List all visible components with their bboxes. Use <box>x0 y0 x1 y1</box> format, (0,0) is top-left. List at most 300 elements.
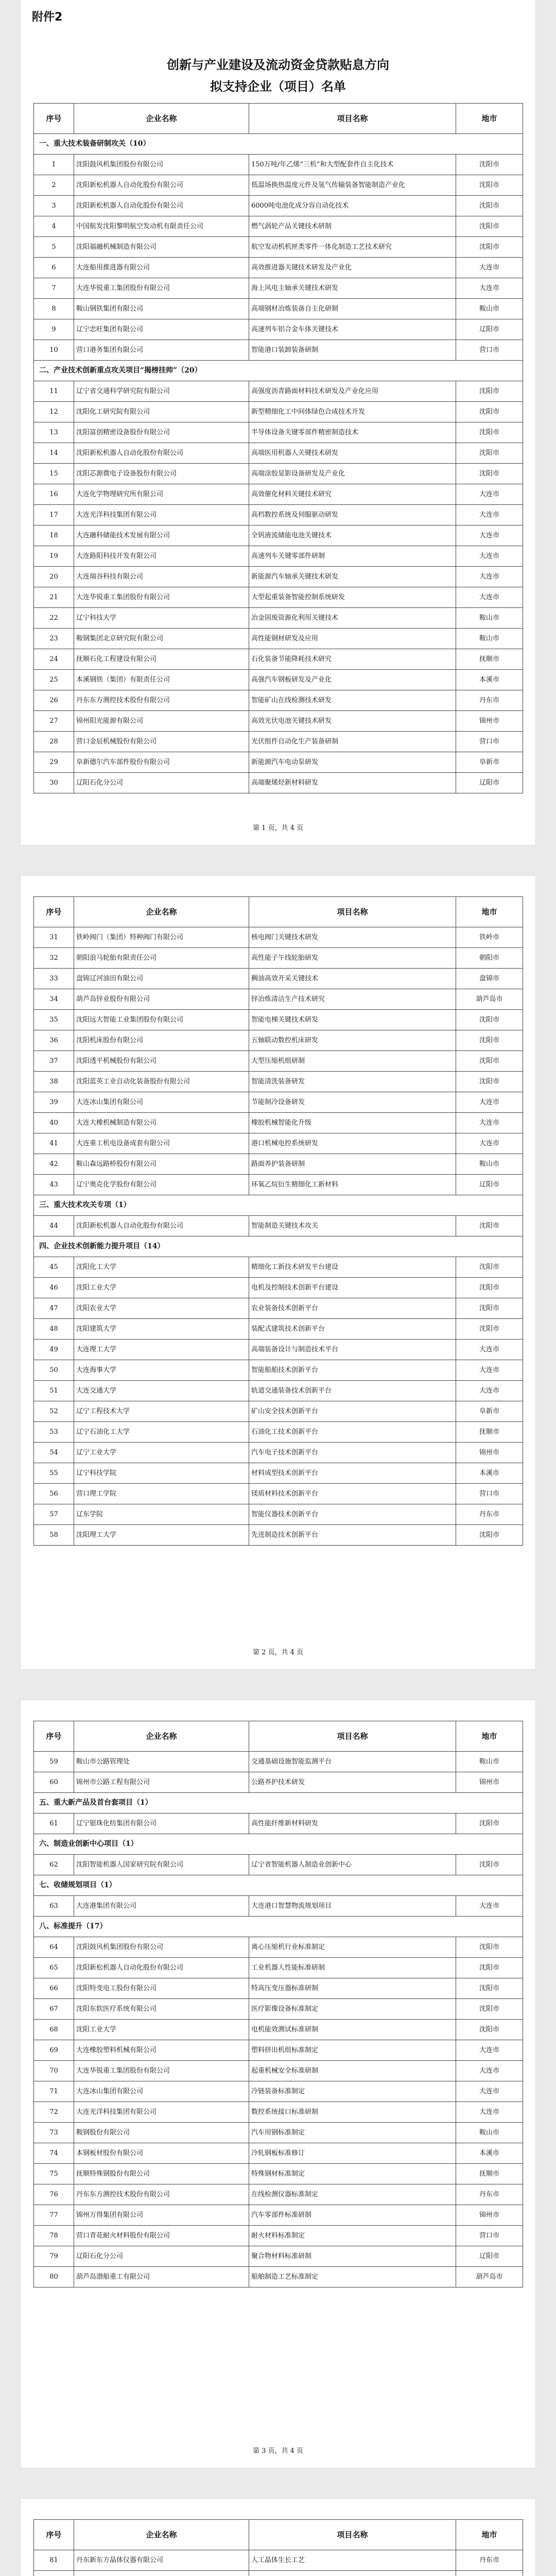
company-name: 沈阳建筑大学 <box>74 1319 249 1340</box>
city-name: 辽阳市 <box>456 2246 523 2267</box>
city-name: 铁岭市 <box>456 927 523 948</box>
project-name: 环氧乙烷衍生精细化工新材料 <box>249 1175 456 1195</box>
project-name: 精细化工新技术研发平台建设 <box>249 1257 456 1278</box>
row-number: 40 <box>34 1113 74 1133</box>
column-header: 企业名称 <box>74 104 249 134</box>
company-name: 沈阳远大智能工业集团股份有限公司 <box>74 1010 249 1030</box>
table-row <box>34 2226 523 2246</box>
table-row <box>34 299 523 319</box>
city-name: 本溪市 <box>456 1463 523 1484</box>
city-name: 沈阳市 <box>456 196 523 216</box>
table-row <box>34 340 523 361</box>
table-row <box>34 1525 523 1546</box>
project-name: 大型起重装备智能控制系统研发 <box>249 587 456 608</box>
section-heading: 七、收储规划项目（1） <box>34 1875 523 1896</box>
company-name: 沈阳新松机器人自动化股份有限公司 <box>74 175 249 196</box>
company-name: 阜新德尔汽车部件股份有限公司 <box>74 752 249 773</box>
row-number: 32 <box>34 948 74 969</box>
table-row <box>34 711 523 732</box>
row-number: 12 <box>34 402 74 422</box>
row-number: 4 <box>34 216 74 237</box>
row-number: 33 <box>34 969 74 989</box>
company-name: 鞍钢集团北京研究院有限公司 <box>74 629 249 649</box>
city-name: 大连市 <box>456 1133 523 1154</box>
city-name: 辽阳市 <box>456 319 523 340</box>
table-row <box>34 175 523 196</box>
table-row <box>34 1133 523 1154</box>
row-number: 7 <box>34 278 74 299</box>
project-name: 半导体设备关键零部件精密制造技术 <box>249 422 456 443</box>
table-row <box>34 969 523 989</box>
table-row <box>34 1216 523 1236</box>
table-row <box>34 2061 523 2081</box>
company-name: 沈阳工业大学 <box>74 2020 249 2040</box>
row-number: 51 <box>34 1381 74 1401</box>
table-row <box>34 2246 523 2267</box>
company-name: 大连冰山集团有限公司 <box>74 2081 249 2102</box>
project-name: 聚合物材料标准研制 <box>249 2246 456 2267</box>
city-name: 沈阳市 <box>456 237 523 258</box>
table-row <box>34 1092 523 1113</box>
project-name: 6000吨电池化成分容自动化技术 <box>249 196 456 216</box>
company-name: 抚顺石化工程建设有限公司 <box>74 649 249 670</box>
city-name: 大连市 <box>456 484 523 505</box>
table-row <box>34 1010 523 1030</box>
city-name: 大连市 <box>456 1340 523 1360</box>
city-name: 大连市 <box>456 1896 523 1917</box>
row-number: 64 <box>34 1937 74 1958</box>
company-name: 沈阳鼓风机集团股份有限公司 <box>74 1937 249 1958</box>
document-title: 创新与产业建设及流动资金贷款贴息方向 <box>167 57 389 72</box>
column-header: 序号 <box>34 2520 74 2550</box>
project-name: 高性能钢材研发及应用 <box>249 629 456 649</box>
city-name: 沈阳市 <box>456 402 523 422</box>
city-name: 沈阳市 <box>456 1978 523 1999</box>
company-name: 辽宁石油化工大学 <box>74 1422 249 1443</box>
company-name: 锦州市公路工程有限公司 <box>74 1772 249 1793</box>
project-name: 辽宁省智能机器人制造业创新中心 <box>249 1855 456 1875</box>
city-name: 沈阳市 <box>456 155 523 175</box>
table-row <box>34 2040 523 2061</box>
city-name: 沈阳市 <box>456 1257 523 1278</box>
row-number: 45 <box>34 1257 74 1278</box>
row-number: 80 <box>34 2267 74 2287</box>
page-4 <box>21 2499 535 2576</box>
city-name: 沈阳市 <box>456 1855 523 1875</box>
project-name: 锌冶炼清洁生产技术研究 <box>249 989 456 1010</box>
company-name: 沈阳化工研究院有限公司 <box>74 402 249 422</box>
column-header: 企业名称 <box>74 1721 249 1752</box>
project-name: 智能船舶技术创新平台 <box>249 1360 456 1381</box>
project-name: 数控系统接口标准研制 <box>249 2102 456 2123</box>
company-name: 鞍山钢铁集团有限公司 <box>74 299 249 319</box>
company-name: 铁岭阀门（集团）特种阀门有限公司 <box>74 927 249 948</box>
company-name: 大连海事大学 <box>74 1360 249 1381</box>
project-name: 智能清洗装备研发 <box>249 1072 456 1092</box>
city-name: 沈阳市 <box>456 1072 523 1092</box>
table-row <box>34 319 523 340</box>
city-name: 沈阳市 <box>456 1525 523 1546</box>
company-name: 沈阳新松机器人自动化股份有限公司 <box>74 1958 249 1978</box>
row-number: 22 <box>34 608 74 629</box>
row-number: 10 <box>34 340 74 361</box>
column-header: 项目名称 <box>249 1721 456 1752</box>
section-row <box>34 1195 523 1216</box>
row-number: 81 <box>34 2550 74 2571</box>
city-name: 大连市 <box>456 1381 523 1401</box>
company-name: 沈阳蓝英工业自动化装备股份有限公司 <box>74 1072 249 1092</box>
project-name: 高端聚烯烃新材料研发 <box>249 773 456 793</box>
project-name: 人工晶体生长工艺 <box>249 2550 456 2571</box>
row-number: 29 <box>34 752 74 773</box>
project-name: 交通基础设施智能监测平台 <box>249 1752 456 1772</box>
row-number: 15 <box>34 464 74 484</box>
table-row <box>34 464 523 484</box>
section-heading: 五、重大新产品及首台套项目（1） <box>34 1793 523 1814</box>
city-name: 沈阳市 <box>456 175 523 196</box>
company-name: 沈阳新松机器人自动化股份有限公司 <box>74 1216 249 1236</box>
table-row <box>34 989 523 1010</box>
row-number: 54 <box>34 1443 74 1463</box>
company-name: 沈阳机床股份有限公司 <box>74 1030 249 1051</box>
company-name: 营口金辰机械股份有限公司 <box>74 732 249 752</box>
row-number <box>34 2571 74 2576</box>
page-footer: 第 2 页，共 4 页 <box>252 1649 304 1656</box>
row-number: 38 <box>34 1072 74 1092</box>
city-name: 葫芦岛市 <box>456 2267 523 2287</box>
table-row <box>34 1257 523 1278</box>
table-row <box>34 752 523 773</box>
row-number: 23 <box>34 629 74 649</box>
city-name: 沈阳市 <box>456 2020 523 2040</box>
city-name: 锦州市 <box>456 1443 523 1463</box>
project-name: 智能仪器技术创新平台 <box>249 1504 456 1525</box>
city-name: 鞍山市 <box>456 629 523 649</box>
table-row <box>34 505 523 526</box>
table-row <box>34 948 523 969</box>
table-row <box>34 1030 523 1051</box>
table-header-row <box>34 1721 523 1752</box>
row-number: 16 <box>34 484 74 505</box>
city-name: 本溪市 <box>456 2143 523 2164</box>
row-number: 61 <box>34 1814 74 1834</box>
table-row <box>34 196 523 216</box>
project-name: 冷轧钢板标准修订 <box>249 2143 456 2164</box>
row-number: 57 <box>34 1504 74 1525</box>
project-name: 橡胶机械智能化升级 <box>249 1113 456 1133</box>
column-header: 项目名称 <box>249 897 456 927</box>
table-row <box>34 1360 523 1381</box>
row-number: 11 <box>34 381 74 402</box>
row-number: 65 <box>34 1958 74 1978</box>
row-number: 55 <box>34 1463 74 1484</box>
section-row <box>34 361 523 381</box>
company-name: 营口理工学院 <box>74 1484 249 1504</box>
row-number: 26 <box>34 690 74 711</box>
company-name: 营口青花耐火材料股份有限公司 <box>74 2226 249 2246</box>
project-name <box>249 2571 456 2576</box>
company-name: 鞍山市公路管理处 <box>74 1752 249 1772</box>
project-name: 高效推进器关键技术研发及产业化 <box>249 258 456 278</box>
company-name: 辽宁工程技术大学 <box>74 1401 249 1422</box>
table-row <box>34 1381 523 1401</box>
project-name: 高端装备设计与制造技术平台 <box>249 1340 456 1360</box>
city-name: 沈阳市 <box>456 443 523 464</box>
company-name: 抚顺特殊钢股份有限公司 <box>74 2164 249 2184</box>
company-name: 沈阳芯源微电子设备股份有限公司 <box>74 464 249 484</box>
city-name: 大连市 <box>456 567 523 587</box>
project-name: 150万吨/年乙烯“三机”和大型配套件自主化技术 <box>249 155 456 175</box>
project-name: 高效催化材料关键技术研究 <box>249 484 456 505</box>
row-number: 28 <box>34 732 74 752</box>
company-name: 大连冰山集团有限公司 <box>74 1092 249 1113</box>
city-name: 大连市 <box>456 1092 523 1113</box>
company-name: 鞍山森远路桥股份有限公司 <box>74 1154 249 1175</box>
row-number: 70 <box>34 2061 74 2081</box>
table-row <box>34 1504 523 1525</box>
row-number: 75 <box>34 2164 74 2184</box>
table-row <box>34 670 523 690</box>
table-row <box>34 1463 523 1484</box>
row-number: 1 <box>34 155 74 175</box>
company-name: 丹东新东方晶体仪器有限公司 <box>74 2550 249 2571</box>
table-row <box>34 1422 523 1443</box>
section-heading: 二、产业技术创新重点攻关项目“揭榜挂帅”（20） <box>34 361 523 381</box>
row-number: 60 <box>34 1772 74 1793</box>
project-name: 离心压缩机行业标准制定 <box>249 1937 456 1958</box>
project-name: 先进制造技术创新平台 <box>249 1525 456 1546</box>
row-number: 56 <box>34 1484 74 1504</box>
company-name: 沈阳东软医疗系统有限公司 <box>74 1999 249 2020</box>
table-row <box>34 1814 523 1834</box>
city-name: 沈阳市 <box>456 1216 523 1236</box>
company-name: 大连光洋科技集团有限公司 <box>74 2102 249 2123</box>
section-heading: 六、制造业创新中心项目（1） <box>34 1834 523 1855</box>
city-name: 本溪市 <box>456 670 523 690</box>
city-name: 抚顺市 <box>456 649 523 670</box>
table-row <box>34 422 523 443</box>
city-name: 沈阳市 <box>456 216 523 237</box>
city-name: 丹东市 <box>456 1504 523 1525</box>
row-number: 8 <box>34 299 74 319</box>
row-number: 6 <box>34 258 74 278</box>
table-row <box>34 1752 523 1772</box>
city-name: 大连市 <box>456 546 523 567</box>
project-name: 高端涂胶显影设备研发及产业化 <box>249 464 456 484</box>
table-row <box>34 155 523 175</box>
row-number: 34 <box>34 989 74 1010</box>
row-number: 30 <box>34 773 74 793</box>
city-name: 沈阳市 <box>456 1814 523 1834</box>
table-row <box>34 546 523 567</box>
row-number: 48 <box>34 1319 74 1340</box>
table-row <box>34 1278 523 1298</box>
project-name: 轨道交通装备技术创新平台 <box>249 1381 456 1401</box>
project-name: 大连港口智慧物流规划项目 <box>249 1896 456 1917</box>
section-heading: 八、标准提升（17） <box>34 1917 523 1937</box>
table-row <box>34 2184 523 2205</box>
city-name: 沈阳市 <box>456 1298 523 1319</box>
table-header-row <box>34 897 523 927</box>
row-number: 71 <box>34 2081 74 2102</box>
company-name: 辽宁科技大学 <box>74 608 249 629</box>
company-name: 葫芦岛渤船重工有限公司 <box>74 2267 249 2287</box>
project-name: 汽车用钢标准制定 <box>249 2123 456 2143</box>
section-row <box>34 1834 523 1855</box>
city-name: 大连市 <box>456 505 523 526</box>
column-header: 地市 <box>456 2520 523 2550</box>
project-name: 海上风电主轴承关键技术研发 <box>249 278 456 299</box>
company-name: 大连华锐重工集团股份有限公司 <box>74 278 249 299</box>
table-row <box>34 1401 523 1422</box>
company-name: 沈阳工业大学 <box>74 1278 249 1298</box>
table-header-row <box>34 104 523 134</box>
row-number: 63 <box>34 1896 74 1917</box>
company-name: 大连船用推进器有限公司 <box>74 258 249 278</box>
company-name: 辽阳石化分公司 <box>74 2246 249 2267</box>
row-number: 72 <box>34 2102 74 2123</box>
row-number: 3 <box>34 196 74 216</box>
company-name: 丹东东方测控技术股份有限公司 <box>74 2184 249 2205</box>
project-name: 医疗影像设备标准制定 <box>249 1999 456 2020</box>
city-name: 沈阳市 <box>456 1958 523 1978</box>
project-name: 高端医用机器人关键技术研发 <box>249 443 456 464</box>
company-name: 沈阳福融机械制造有限公司 <box>74 237 249 258</box>
city-name: 沈阳市 <box>456 1937 523 1958</box>
section-row <box>34 1875 523 1896</box>
table-row <box>34 2550 523 2571</box>
row-number: 17 <box>34 505 74 526</box>
city-name: 营口市 <box>456 1484 523 1504</box>
row-number: 49 <box>34 1340 74 1360</box>
table-row <box>34 1999 523 2020</box>
company-name: 沈阳新松机器人自动化股份有限公司 <box>74 443 249 464</box>
table-row <box>34 927 523 948</box>
table-row <box>34 1772 523 1793</box>
city-name: 大连市 <box>456 2081 523 2102</box>
project-name: 汽车零部件标准研制 <box>249 2205 456 2226</box>
enterprise-table <box>33 896 523 1546</box>
column-header: 地市 <box>456 104 523 134</box>
project-name: 高档数控系统及伺服驱动研发 <box>249 505 456 526</box>
project-name: 稠油高效开采关键技术 <box>249 969 456 989</box>
annex-label: 附件2 <box>32 11 63 24</box>
table-row <box>34 258 523 278</box>
table-row <box>34 2267 523 2287</box>
row-number: 58 <box>34 1525 74 1546</box>
row-number: 62 <box>34 1855 74 1875</box>
city-name: 阜新市 <box>456 1401 523 1422</box>
section-heading: 三、重大技术攻关专项（1） <box>34 1195 523 1216</box>
row-number: 24 <box>34 649 74 670</box>
table-row <box>34 2020 523 2040</box>
project-name: 智能电梯关键技术研发 <box>249 1010 456 1030</box>
city-name: 盘锦市 <box>456 969 523 989</box>
row-number: 36 <box>34 1030 74 1051</box>
table-row <box>34 2164 523 2184</box>
company-name: 沈阳特变电工股份有限公司 <box>74 1978 249 1999</box>
row-number: 74 <box>34 2143 74 2164</box>
company-name: 大连化学物理研究所有限公司 <box>74 484 249 505</box>
project-name: 装配式建筑技术创新平台 <box>249 1319 456 1340</box>
row-number: 19 <box>34 546 74 567</box>
table-row <box>34 237 523 258</box>
row-number: 35 <box>34 1010 74 1030</box>
project-name: 电机能效测试标准研制 <box>249 2020 456 2040</box>
enterprise-table <box>33 1721 523 2287</box>
table-row <box>34 1978 523 1999</box>
company-name: 沈阳富创精密设备股份有限公司 <box>74 422 249 443</box>
project-name: 核电阀门关键技术研发 <box>249 927 456 948</box>
project-name: 燃气涡轮产品关键技术研制 <box>249 216 456 237</box>
column-header: 项目名称 <box>249 2520 456 2550</box>
row-number: 76 <box>34 2184 74 2205</box>
project-name: 石油化工技术创新平台 <box>249 1422 456 1443</box>
row-number: 59 <box>34 1752 74 1772</box>
section-heading: 四、企业技术创新能力提升项目（14） <box>34 1236 523 1257</box>
city-name: 大连市 <box>456 2102 523 2123</box>
company-name: 辽宁忠旺集团有限公司 <box>74 319 249 340</box>
city-name: 锦州市 <box>456 711 523 732</box>
row-number: 69 <box>34 2040 74 2061</box>
table-row <box>34 526 523 546</box>
table-row <box>34 1484 523 1504</box>
table-row <box>34 1340 523 1360</box>
city-name: 抚顺市 <box>456 1422 523 1443</box>
company-name: 辽宁奥克化学股份有限公司 <box>74 1175 249 1195</box>
table-row <box>34 2143 523 2164</box>
section-row <box>34 134 523 155</box>
company-name <box>74 2571 249 2576</box>
row-number: 73 <box>34 2123 74 2143</box>
project-name: 新型精细化工中间体绿色合成技术开发 <box>249 402 456 422</box>
city-name: 沈阳市 <box>456 1051 523 1072</box>
table-row <box>34 1113 523 1133</box>
company-name: 大连橡胶塑料机械有限公司 <box>74 2040 249 2061</box>
row-number: 9 <box>34 319 74 340</box>
table-row <box>34 1443 523 1463</box>
city-name: 沈阳市 <box>456 464 523 484</box>
city-name: 营口市 <box>456 340 523 361</box>
table-row <box>34 484 523 505</box>
table-row <box>34 1298 523 1319</box>
city-name: 鞍山市 <box>456 1752 523 1772</box>
row-number: 77 <box>34 2205 74 2226</box>
city-name: 锦州市 <box>456 1772 523 1793</box>
table-row <box>34 567 523 587</box>
row-number: 25 <box>34 670 74 690</box>
row-number: 41 <box>34 1133 74 1154</box>
company-name: 沈阳鼓风机集团股份有限公司 <box>74 155 249 175</box>
city-name: 鞍山市 <box>456 2123 523 2143</box>
company-name: 大连华锐重工集团股份有限公司 <box>74 2061 249 2081</box>
table-row <box>34 1319 523 1340</box>
project-name: 高效光伏电池关键技术研发 <box>249 711 456 732</box>
company-name: 大连港集团有限公司 <box>74 1896 249 1917</box>
company-name: 沈阳理工大学 <box>74 1525 249 1546</box>
document-subtitle: 拟支持企业（项目）名单 <box>210 79 346 94</box>
table-row <box>34 2205 523 2226</box>
project-name: 全钒液流储能电池关键技术 <box>249 526 456 546</box>
city-name: 丹东市 <box>456 2550 523 2571</box>
city-name: 沈阳市 <box>456 1999 523 2020</box>
table-row <box>34 587 523 608</box>
column-header: 序号 <box>34 1721 74 1752</box>
project-name: 汽车电子技术创新平台 <box>249 1443 456 1463</box>
project-name: 高性能纤维新材料研发 <box>249 1814 456 1834</box>
table-row <box>34 216 523 237</box>
company-name: 锦州阳光能源有限公司 <box>74 711 249 732</box>
